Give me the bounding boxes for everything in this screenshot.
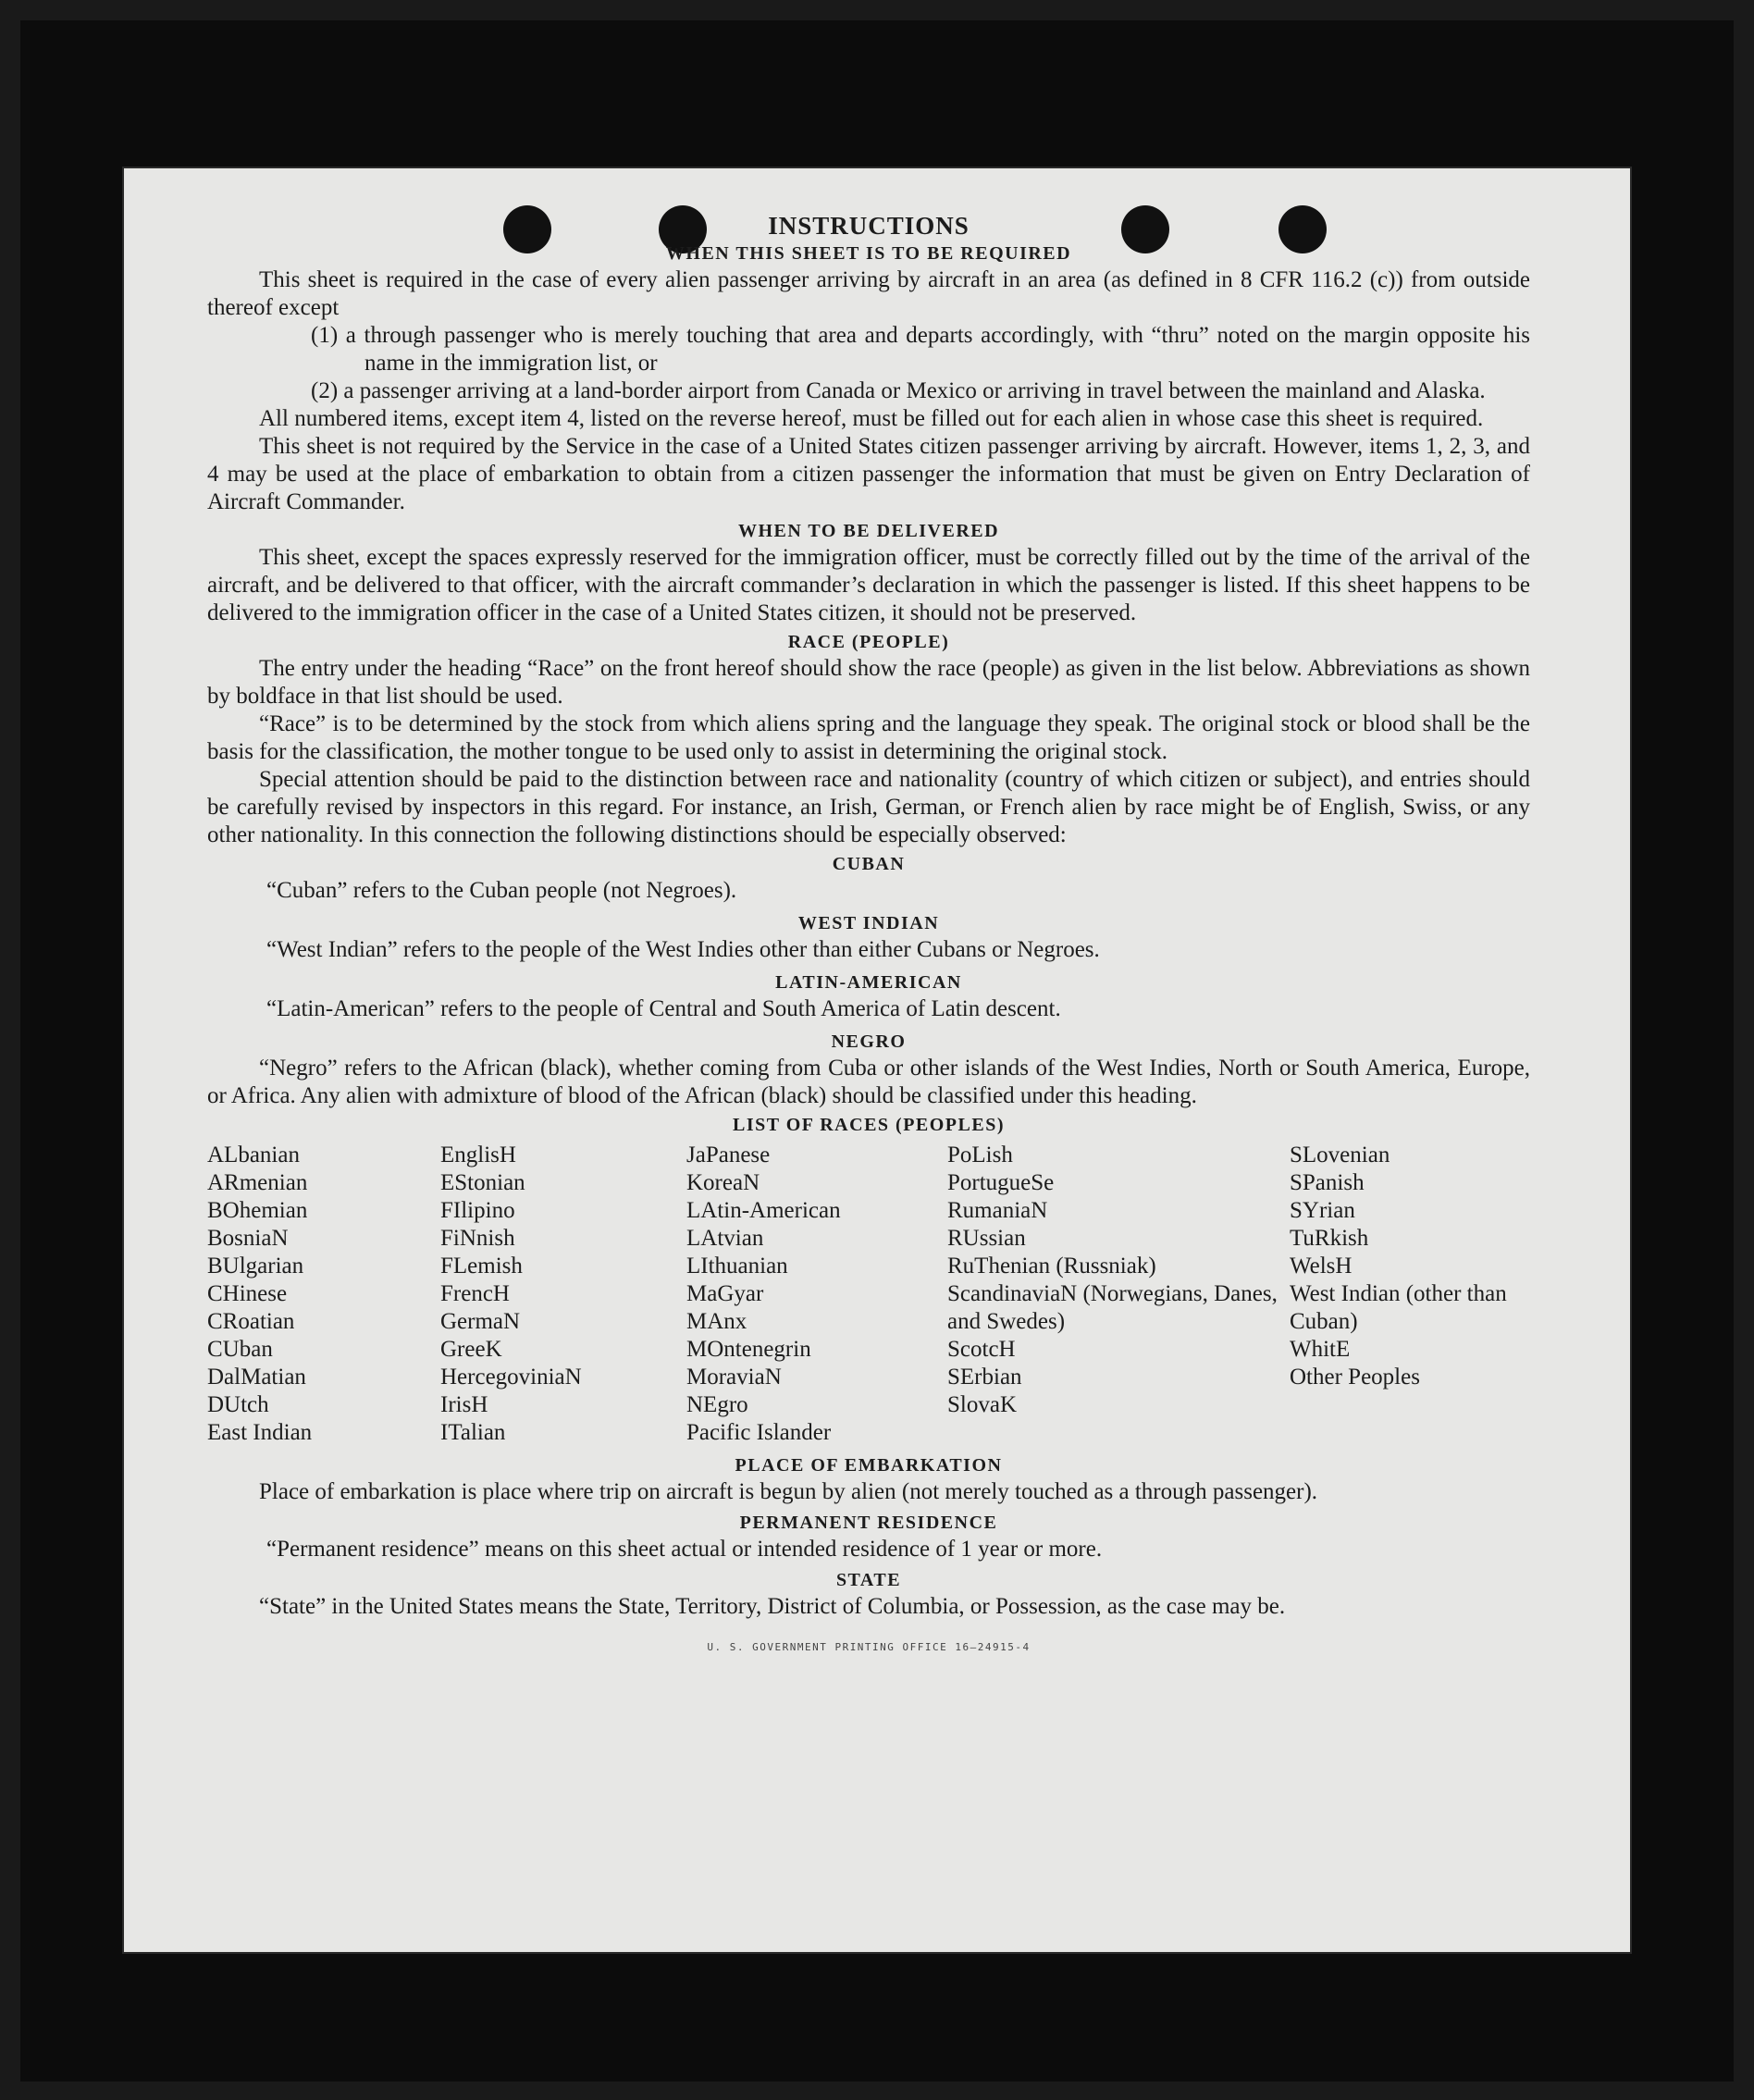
definition-heading-latin-american: LATIN-AMERICAN — [775, 972, 962, 993]
race-item: BOhemian — [207, 1198, 308, 1223]
race-item: MaGyar — [686, 1281, 764, 1306]
race-item: CRoatian — [207, 1309, 295, 1334]
section-heading-state: STATE — [835, 1570, 902, 1590]
race-item: SLovenian — [1290, 1143, 1390, 1167]
race-item: LIthuanian — [686, 1254, 788, 1279]
race-item: GermaN — [440, 1309, 521, 1334]
required-intro: This sheet is required in the case of every alien passenger arriving by aircraft in an area (as defined in 8 CFR 116.2 (c)) from outside thereof except — [207, 267, 1530, 320]
race-item: DUtch — [207, 1392, 269, 1417]
exception-item: (1) a through passenger who is merely touching that area and departs accordingly, with “thru” noted on the margin opposite his name in the immigration list, or — [311, 323, 1530, 376]
race-item: GreeK — [440, 1337, 502, 1362]
race-item: NEgro — [686, 1392, 748, 1417]
race-item: FLemish — [440, 1254, 523, 1279]
race-item: FiNnish — [440, 1226, 515, 1251]
race-item: WelsH — [1290, 1254, 1353, 1279]
race-item: ALbanian — [207, 1143, 300, 1167]
race-item: RumaniaN — [947, 1198, 1048, 1223]
race-item: LAtin-American — [686, 1198, 841, 1223]
residence-text: “Permanent residence” means on this sheet actual or intended residence of 1 year or more. — [266, 1537, 1103, 1562]
race-item: MoraviaN — [686, 1365, 782, 1390]
page-title: INSTRUCTIONS — [768, 212, 970, 240]
definition-text-cuban: “Cuban” refers to the Cuban people (not Negroes). — [266, 878, 737, 903]
race-item: EStonian — [440, 1170, 525, 1195]
race-para-2: “Race” is to be determined by the stock from which aliens spring and the language they speak. The original stock or blood shall be the basis for the classification, the mother tongue to be used only to assist in determining the original stock. — [207, 711, 1530, 764]
definition-heading-west-indian: WEST INDIAN — [797, 913, 940, 933]
race-item: West Indian (other than Cuban) — [1290, 1281, 1507, 1334]
section-heading-residence: PERMANENT RESIDENCE — [739, 1513, 998, 1533]
race-item: BUlgarian — [207, 1254, 304, 1279]
required-para-2: All numbered items, except item 4, listed on the reverse hereof, must be filled out for each alien in whose case this sheet is required. — [259, 406, 1484, 431]
race-item: PortugueSe — [947, 1170, 1055, 1195]
definition-heading-negro: NEGRO — [831, 1031, 907, 1052]
printing-office-imprint: U. S. GOVERNMENT PRINTING OFFICE 16—24915-4 — [707, 1641, 1031, 1653]
race-item: TuRkish — [1290, 1226, 1369, 1251]
race-item: MAnx — [686, 1309, 747, 1334]
section-heading-embarkation: PLACE OF EMBARKATION — [735, 1455, 1003, 1476]
race-item: DalMatian — [207, 1365, 306, 1390]
race-item: SErbian — [947, 1365, 1022, 1390]
race-item: MOntenegrin — [686, 1337, 811, 1362]
race-item: EnglisH — [440, 1143, 516, 1167]
exceptions-list — [207, 322, 1530, 405]
race-item: KoreaN — [686, 1170, 760, 1195]
definition-text-negro: “Negro” refers to the African (black), whether coming from Cuba or other islands of the West Indies, North or South America, Europe, or Africa. Any alien with admixture of blood of the African (black) should be classified under this heading. — [207, 1056, 1530, 1108]
races-column-2 — [440, 1142, 686, 1447]
section-heading-race: RACE (PEOPLE) — [787, 632, 950, 652]
race-item: SlovaK — [947, 1392, 1017, 1417]
races-column-3 — [686, 1142, 947, 1447]
races-list — [207, 1142, 1530, 1447]
definition-text-latin-american: “Latin-American” refers to the people of Central and South America of Latin descent. — [266, 996, 1061, 1021]
race-item: HercegoviniaN — [440, 1365, 582, 1390]
definition-text-west-indian: “West Indian” refers to the people of the West Indies other than either Cubans or Negroes. — [266, 937, 1100, 962]
race-item: LAtvian — [686, 1226, 764, 1251]
races-list-heading: LIST OF RACES (PEOPLES) — [732, 1115, 1005, 1135]
delivered-text: This sheet, except the spaces expressly reserved for the immigration officer, must be correctly filled out by the time of the arrival of the aircraft, and be delivered to that officer, with the aircraft commander’s declaration in which the passenger is listed. If this sheet happens to be delivered to the immigration officer in the case of a United States citizen, it should not be preserved. — [207, 545, 1530, 625]
race-item: ITalian — [440, 1420, 506, 1445]
race-item: ScotcH — [947, 1337, 1016, 1362]
race-item: PoLish — [947, 1143, 1013, 1167]
section-heading-required: WHEN THIS SHEET IS TO BE REQUIRED — [665, 243, 1072, 264]
exception-item: (2) a passenger arriving at a land-border airport from Canada or Mexico or arriving in travel between the mainland and Alaska. — [311, 378, 1486, 403]
races-column-5 — [1290, 1142, 1530, 1447]
race-item: IrisH — [440, 1392, 488, 1417]
race-item: ScandinaviaN (Norwegians, Danes, and Swedes) — [947, 1281, 1278, 1334]
races-column-4 — [947, 1142, 1290, 1447]
race-item: JaPanese — [686, 1143, 771, 1167]
race-item: CUban — [207, 1337, 273, 1362]
races-column-1 — [207, 1142, 440, 1447]
race-item: RuThenian (Russniak) — [947, 1254, 1156, 1279]
race-item: Pacific Islander — [686, 1420, 832, 1445]
race-item: SPanish — [1290, 1170, 1365, 1195]
race-item: SYrian — [1290, 1198, 1355, 1223]
document-sheet — [122, 167, 1632, 1954]
race-item: RUssian — [947, 1226, 1026, 1251]
race-item: CHinese — [207, 1281, 288, 1306]
race-item: FIlipino — [440, 1198, 515, 1223]
race-item: East Indian — [207, 1420, 313, 1445]
required-para-3: This sheet is not required by the Service in the case of a United States citizen passenger arriving by aircraft. However, items 1, 2, 3, and 4 may be used at the place of embarkation to obtain from a citizen passenger the information that must be given on Entry Declaration of Aircraft Commander. — [207, 434, 1530, 514]
race-item: FrencH — [440, 1281, 510, 1306]
race-item: BosniaN — [207, 1226, 289, 1251]
race-item: Other Peoples — [1290, 1365, 1420, 1390]
race-item: ARmenian — [207, 1170, 308, 1195]
instructions-content — [207, 211, 1530, 1661]
race-para-3: Special attention should be paid to the distinction between race and nationality (country of which citizen or subject), and entries should be carefully revised by inspectors in this regard. For instance, an Irish, German, or French alien by race might be of English, Swiss, or any other nationality. In this connection the following distinctions should be especially observed: — [207, 767, 1530, 847]
state-text: “State” in the United States means the State, Territory, District of Columbia, or Possession, as the case may be. — [259, 1594, 1286, 1619]
section-heading-delivered: WHEN TO BE DELIVERED — [737, 521, 1000, 541]
race-para-1: The entry under the heading “Race” on the front hereof should show the race (people) as given in the list below. Abbreviations as shown by boldface in that list should be used. — [207, 656, 1530, 709]
race-item: WhitE — [1290, 1337, 1351, 1362]
definition-heading-cuban: CUBAN — [832, 854, 906, 874]
embarkation-text: Place of embarkation is place where trip on aircraft is begun by alien (not merely touched as a through passenger). — [259, 1479, 1318, 1504]
